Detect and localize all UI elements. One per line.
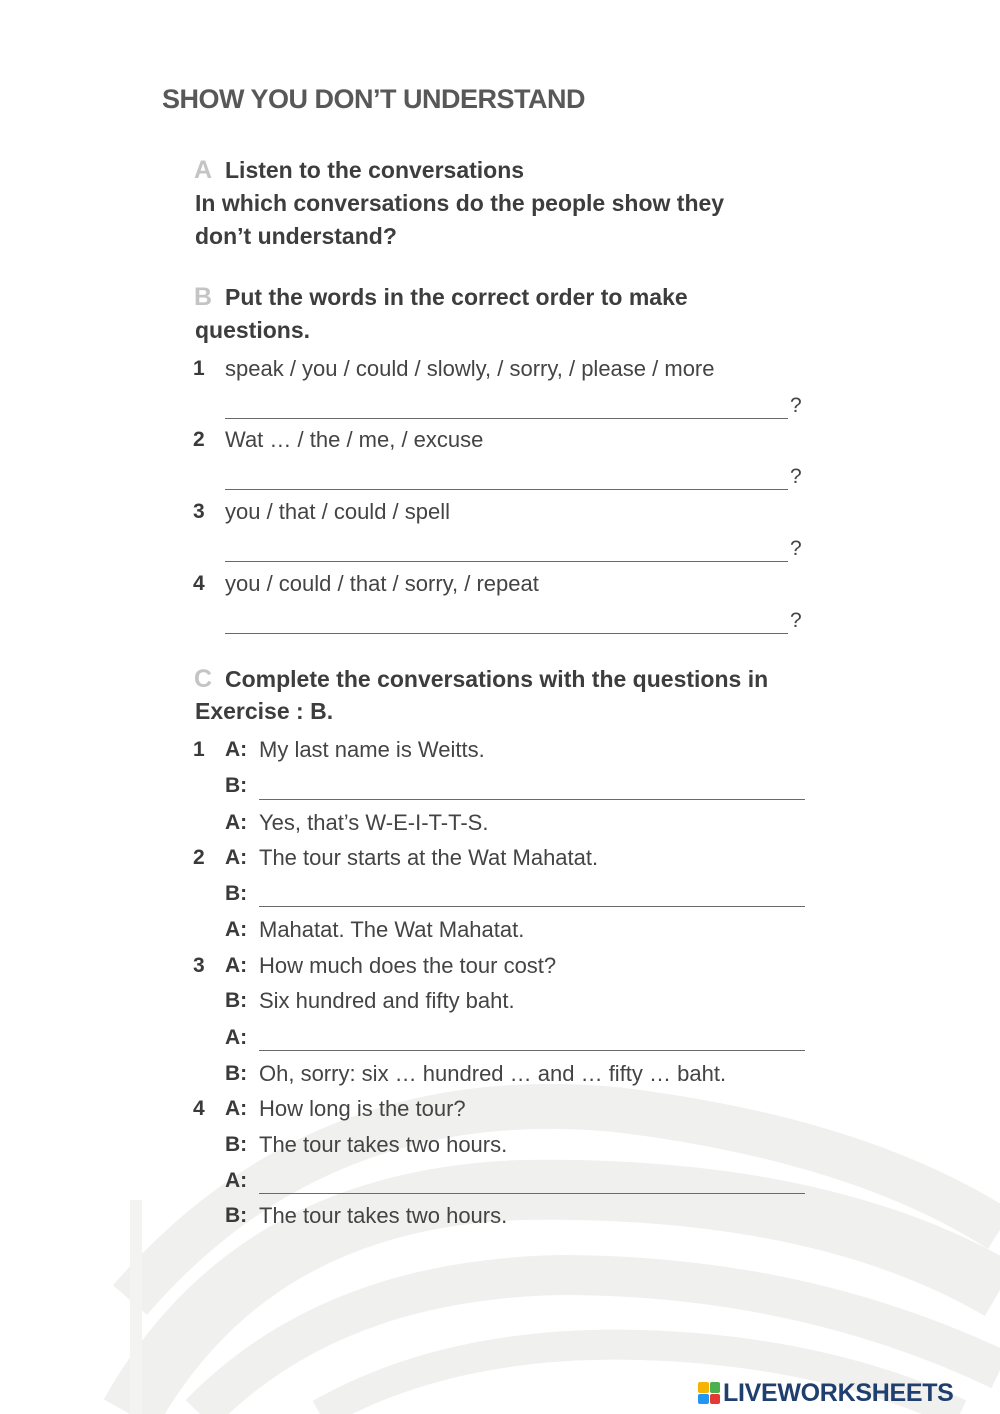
conversation-number: 4: [193, 1097, 205, 1120]
section-c-title-cont: Exercise : B.: [195, 698, 334, 724]
section-a-heading: [195, 154, 795, 187]
b-answer-line-4[interactable]: [225, 633, 788, 634]
b-item-words: speak / you / could / slowly, / sorry, / please / more: [225, 356, 715, 381]
c-answer-line-4[interactable]: [259, 1193, 805, 1194]
b-item-words: you / that / could / spell: [225, 499, 451, 524]
section-c-heading: [195, 663, 795, 696]
section-b-title: Put the words in the correct order to make: [225, 284, 688, 310]
section-b-letter: B: [194, 283, 213, 311]
section-a-title: Listen to the conversations: [225, 157, 525, 183]
speaker-label: A:: [225, 738, 248, 761]
dialogue-line: Oh, sorry: six … hundred … and … fifty … baht.: [259, 1061, 727, 1086]
b-answer-line-1[interactable]: [225, 418, 788, 419]
c-answer-line-1[interactable]: [259, 799, 805, 800]
page-title: SHOW YOU DON’T UNDERSTAND: [162, 84, 586, 114]
b-item-number: 1: [193, 357, 205, 380]
dialogue-line: Yes, that’s W-E-I-T-T-S.: [259, 810, 489, 835]
speaker-label: A:: [225, 811, 248, 834]
b-item-number: 2: [193, 428, 205, 451]
logo-square-icon: [710, 1394, 721, 1405]
speaker-label: A:: [225, 918, 248, 941]
b-answer-line-2[interactable]: [225, 489, 788, 490]
logo-square-icon: [698, 1382, 709, 1393]
section-c-letter: C: [194, 665, 213, 693]
liveworksheets-logo[interactable]: [698, 1378, 954, 1408]
section-b-heading: [195, 281, 795, 314]
b-answer-line-3[interactable]: [225, 561, 788, 562]
logo-square-icon: [698, 1394, 709, 1405]
dialogue-line: How long is the tour?: [259, 1096, 466, 1121]
dialogue-line: Mahatat. The Wat Mahatat.: [259, 917, 525, 942]
dialogue-line: How much does the tour cost?: [259, 953, 557, 978]
speaker-label: B:: [225, 774, 248, 797]
logo-square-icon: [710, 1382, 721, 1393]
speaker-label: B:: [225, 989, 248, 1012]
speaker-label: B:: [225, 1062, 248, 1085]
section-a-instruction-1: In which conversations do the people show they: [195, 190, 725, 216]
c-answer-line-3[interactable]: [259, 1050, 805, 1051]
b-question-mark: ?: [790, 609, 802, 632]
logo-mark-icon: [698, 1382, 720, 1404]
dialogue-line: The tour takes two hours.: [259, 1203, 508, 1228]
speaker-label: A:: [225, 1097, 248, 1120]
b-question-mark: ?: [790, 537, 802, 560]
dialogue-line: The tour starts at the Wat Mahatat.: [259, 845, 599, 870]
speaker-label: B:: [225, 1204, 248, 1227]
speaker-label: B:: [225, 1133, 248, 1156]
speaker-label: A:: [225, 1169, 248, 1192]
b-question-mark: ?: [790, 465, 802, 488]
section-b-title-cont: questions.: [195, 317, 311, 343]
speaker-label: A:: [225, 954, 248, 977]
c-answer-line-2[interactable]: [259, 906, 805, 907]
speaker-label: A:: [225, 1026, 248, 1049]
conversation-number: 1: [193, 738, 205, 761]
dialogue-line: Six hundred and fifty baht.: [259, 988, 515, 1013]
speaker-label: A:: [225, 846, 248, 869]
speaker-label: B:: [225, 882, 248, 905]
dialogue-line: My last name is Weitts.: [259, 737, 485, 762]
b-item-words: Wat … / the / me, / excuse: [225, 427, 484, 452]
logo-text: LIVEWORKSHEETS: [723, 1378, 954, 1407]
conversation-number: 3: [193, 954, 205, 977]
b-item-number: 4: [193, 572, 205, 595]
dialogue-line: The tour takes two hours.: [259, 1132, 508, 1157]
conversation-number: 2: [193, 846, 205, 869]
section-a-letter: A: [194, 156, 213, 184]
section-a-instruction-2: don’t understand?: [195, 223, 397, 249]
b-item-number: 3: [193, 500, 205, 523]
section-c-title: Complete the conversations with the questions in: [225, 666, 769, 692]
b-question-mark: ?: [790, 394, 802, 417]
b-item-words: you / could / that / sorry, / repeat: [225, 571, 539, 596]
